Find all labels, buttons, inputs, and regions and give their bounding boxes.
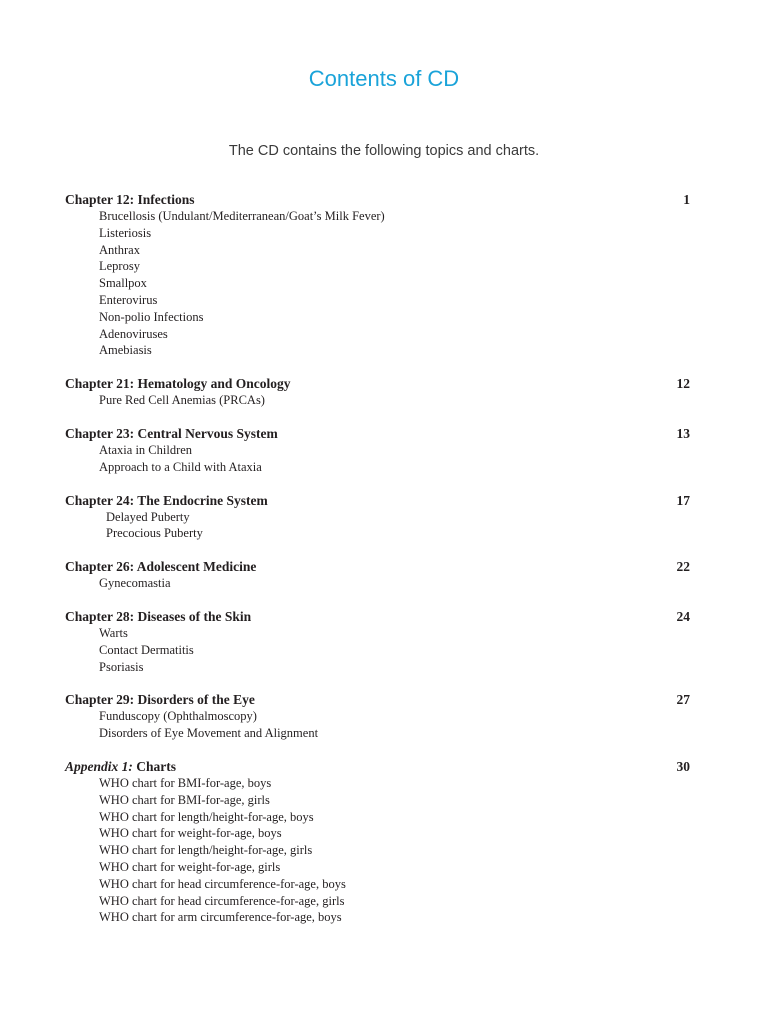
toc-page-number: 1 xyxy=(683,192,690,207)
intro-text: The CD contains the following topics and charts. xyxy=(228,143,540,159)
toc-item[interactable]: Contact Dermatitis xyxy=(99,642,194,657)
toc-item[interactable]: Brucellosis (Undulant/Mediterranean/Goat’s Milk Fever) xyxy=(99,209,385,223)
toc-item[interactable]: WHO chart for BMI-for-age, girls xyxy=(99,792,270,807)
toc-page-number: 27 xyxy=(676,692,690,708)
toc-item[interactable]: WHO chart for weight-for-age, boys xyxy=(99,826,282,841)
toc-item[interactable]: Precocious Puberty xyxy=(106,526,203,541)
toc-heading-label: Chapter 23: Central Nervous System xyxy=(65,425,278,441)
toc-item[interactable]: Smallpox xyxy=(99,276,147,291)
toc-heading[interactable] xyxy=(65,758,690,775)
toc-section-chapter-23 xyxy=(65,425,690,476)
toc-item[interactable]: Funduscopy (Ophthalmoscopy) xyxy=(99,709,257,724)
toc-page-number: 24 xyxy=(676,608,690,624)
toc-heading[interactable] xyxy=(65,558,690,575)
toc-item[interactable]: Gynecomastia xyxy=(99,576,171,591)
toc-item[interactable]: Adenoviruses xyxy=(99,326,168,341)
toc-item[interactable]: Ataxia in Children xyxy=(99,442,193,457)
toc-item[interactable]: WHO chart for head circumference-for-age, girls xyxy=(99,893,345,908)
toc-item[interactable]: Warts xyxy=(99,625,128,640)
toc-heading[interactable] xyxy=(65,492,690,509)
toc-heading[interactable] xyxy=(65,191,690,208)
toc-page-number: 30 xyxy=(676,758,690,774)
toc-heading-label: Chapter 26: Adolescent Medicine xyxy=(65,559,257,575)
toc-item[interactable]: Pure Red Cell Anemias (PRCAs) xyxy=(99,393,265,408)
toc-item[interactable]: Delayed Puberty xyxy=(106,509,190,524)
toc-section-appendix-1 xyxy=(65,758,690,926)
toc-section-chapter-21 xyxy=(65,375,690,409)
toc-item[interactable]: WHO chart for length/height-for-age, girls xyxy=(99,843,313,858)
toc-heading-rest: Charts xyxy=(136,758,177,774)
toc-item[interactable]: WHO chart for head circumference-for-age, boys xyxy=(99,876,346,891)
table-of-contents xyxy=(65,191,690,942)
page-title: Contents of CD xyxy=(308,66,460,91)
toc-section-chapter-28 xyxy=(65,608,690,675)
toc-section-chapter-12 xyxy=(65,191,690,359)
toc-page-number: 17 xyxy=(676,492,690,508)
toc-heading-label: Chapter 24: The Endocrine System xyxy=(65,492,268,508)
toc-item[interactable]: WHO chart for arm circumference-for-age, boys xyxy=(99,910,342,925)
toc-section-chapter-24 xyxy=(65,492,690,543)
toc-item[interactable]: WHO chart for length/height-for-age, boys xyxy=(99,809,314,824)
toc-heading-label: Chapter 29: Disorders of the Eye xyxy=(65,692,255,708)
toc-item[interactable]: Anthrax xyxy=(99,242,140,257)
toc-page-number: 12 xyxy=(676,376,690,392)
toc-page-number: 13 xyxy=(676,425,690,441)
toc-section-chapter-26 xyxy=(65,558,690,592)
toc-item[interactable]: Non-polio Infections xyxy=(99,309,204,324)
toc-heading-italic: Appendix 1: xyxy=(65,758,133,774)
toc-item[interactable]: Amebiasis xyxy=(99,343,152,358)
toc-item[interactable]: WHO chart for weight-for-age, girls xyxy=(99,859,281,874)
toc-item[interactable]: Approach to a Child with Ataxia xyxy=(99,459,262,474)
toc-heading[interactable] xyxy=(65,608,690,625)
toc-item[interactable]: Psoriasis xyxy=(99,659,144,674)
toc-item[interactable]: WHO chart for BMI-for-age, boys xyxy=(99,775,272,790)
toc-item[interactable]: Leprosy xyxy=(99,259,140,274)
toc-heading[interactable] xyxy=(65,425,690,442)
toc-page-number: 22 xyxy=(676,559,690,575)
toc-heading[interactable] xyxy=(65,691,690,708)
toc-heading-label: Chapter 21: Hematology and Oncology xyxy=(65,376,291,392)
toc-heading-label: Chapter 28: Diseases of the Skin xyxy=(65,608,252,624)
toc-item[interactable]: Listeriosis xyxy=(99,225,152,240)
toc-heading[interactable] xyxy=(65,375,690,392)
toc-item[interactable]: Disorders of Eye Movement and Alignment xyxy=(99,726,319,741)
toc-heading-label: Chapter 12: Infections xyxy=(65,192,195,207)
toc-heading-label xyxy=(65,758,176,775)
toc-item[interactable]: Enterovirus xyxy=(99,292,158,307)
toc-section-chapter-29 xyxy=(65,691,690,742)
